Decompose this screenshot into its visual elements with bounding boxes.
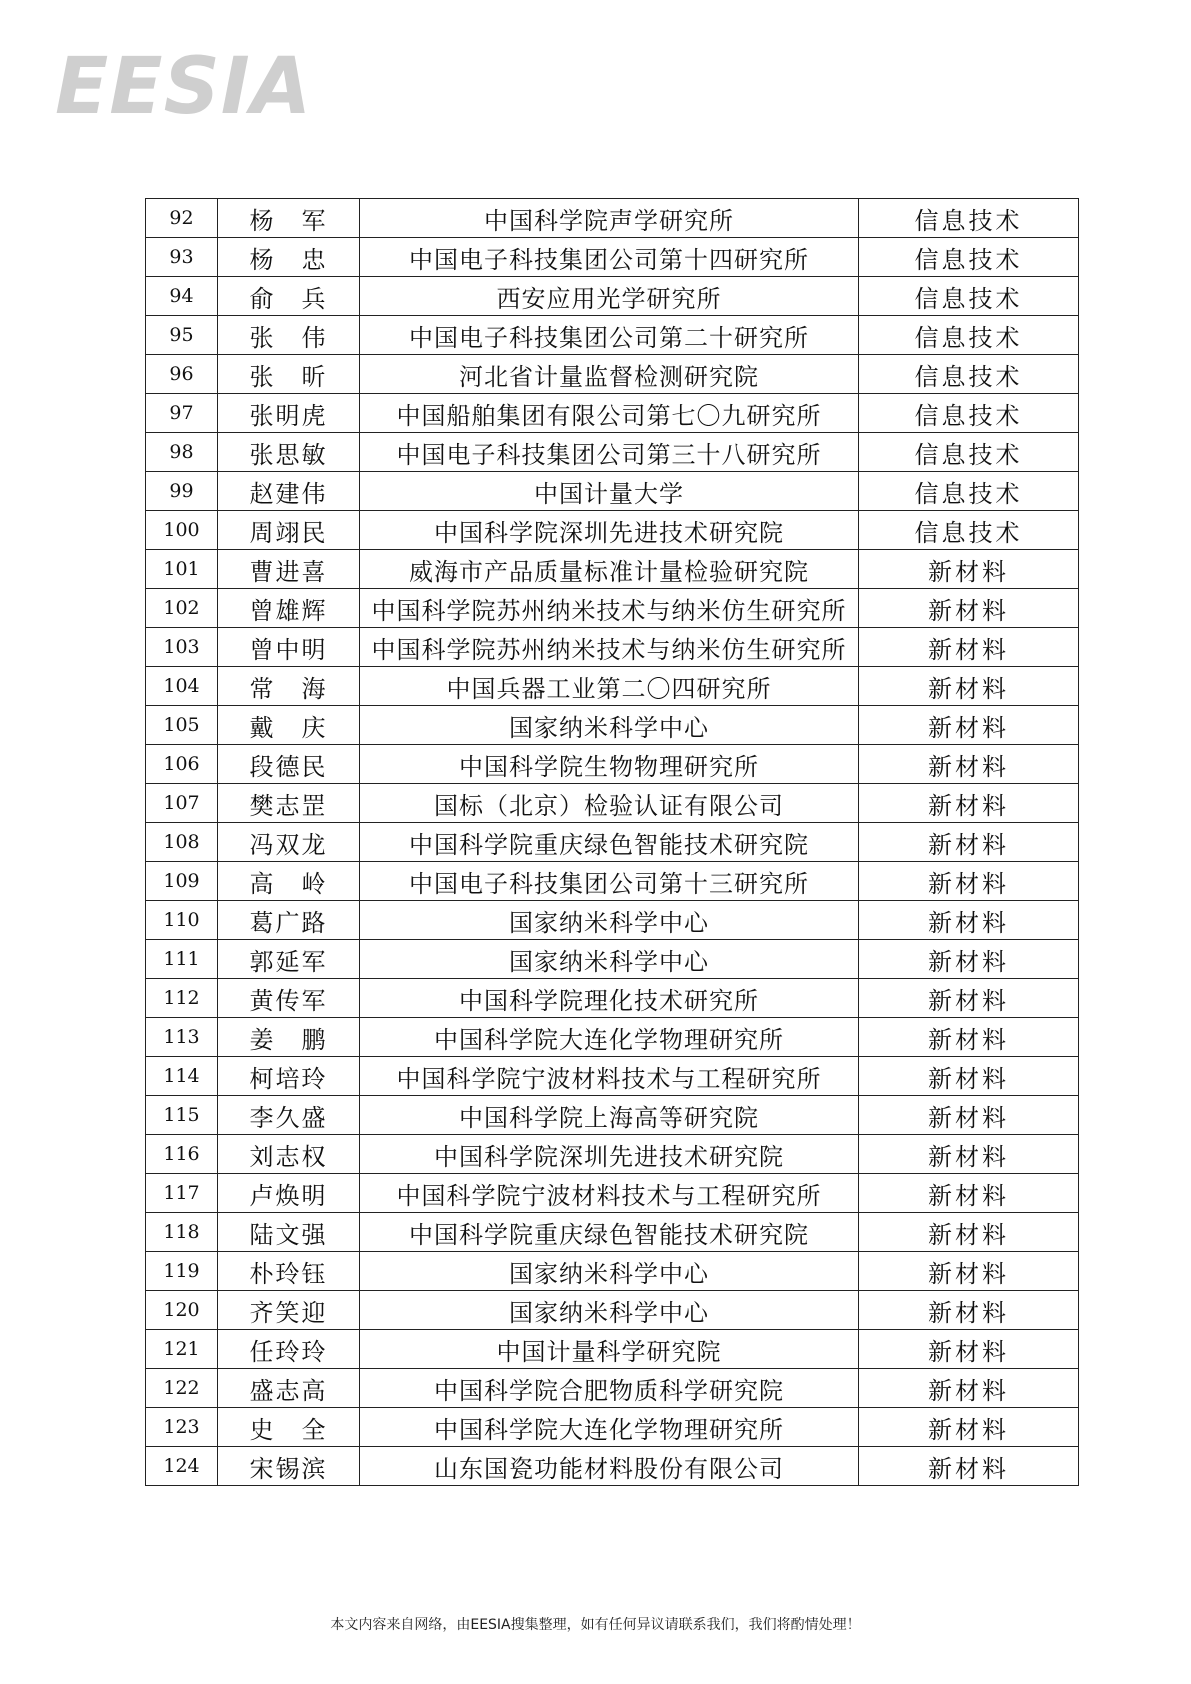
table-row (146, 1252, 1079, 1291)
table-row (146, 1135, 1079, 1174)
field-category: 新材料 (859, 550, 1079, 589)
field-category: 信息技术 (859, 277, 1079, 316)
institution-name: 西安应用光学研究所 (360, 277, 859, 316)
table-row (146, 667, 1079, 706)
institution-name: 中国科学院声学研究所 (360, 199, 859, 238)
table-row (146, 1057, 1079, 1096)
field-category: 新材料 (859, 940, 1079, 979)
expert-name: 刘志权 (218, 1135, 360, 1174)
table-row (146, 1291, 1079, 1330)
institution-name: 中国科学院上海高等研究院 (360, 1096, 859, 1135)
institution-name: 中国电子科技集团公司第十三研究所 (360, 862, 859, 901)
institution-name: 山东国瓷功能材料股份有限公司 (360, 1447, 859, 1486)
table-row (146, 1096, 1079, 1135)
row-number: 95 (146, 316, 218, 355)
institution-name: 中国兵器工业第二〇四研究所 (360, 667, 859, 706)
expert-name: 葛广路 (218, 901, 360, 940)
institution-name: 中国科学院苏州纳米技术与纳米仿生研究所 (360, 589, 859, 628)
expert-name: 常 海 (218, 667, 360, 706)
expert-name: 郭延军 (218, 940, 360, 979)
eesia-logo: EESIA (55, 42, 313, 132)
institution-name: 河北省计量监督检测研究院 (360, 355, 859, 394)
table-row (146, 511, 1079, 550)
table-row (146, 1330, 1079, 1369)
expert-table-body (146, 199, 1079, 1486)
field-category: 新材料 (859, 1330, 1079, 1369)
field-category: 新材料 (859, 823, 1079, 862)
row-number: 102 (146, 589, 218, 628)
expert-name: 任玲玲 (218, 1330, 360, 1369)
table-row (146, 823, 1079, 862)
row-number: 98 (146, 433, 218, 472)
table-row (146, 199, 1079, 238)
row-number: 114 (146, 1057, 218, 1096)
field-category: 新材料 (859, 1369, 1079, 1408)
field-category: 新材料 (859, 1408, 1079, 1447)
institution-name: 中国科学院苏州纳米技术与纳米仿生研究所 (360, 628, 859, 667)
field-category: 新材料 (859, 745, 1079, 784)
table-row (146, 316, 1079, 355)
institution-name: 中国计量科学研究院 (360, 1330, 859, 1369)
institution-name: 中国船舶集团有限公司第七〇九研究所 (360, 394, 859, 433)
field-category: 新材料 (859, 901, 1079, 940)
table-row (146, 550, 1079, 589)
table-row (146, 1018, 1079, 1057)
row-number: 121 (146, 1330, 218, 1369)
row-number: 120 (146, 1291, 218, 1330)
institution-name: 中国科学院重庆绿色智能技术研究院 (360, 1213, 859, 1252)
expert-name: 樊志罡 (218, 784, 360, 823)
row-number: 105 (146, 706, 218, 745)
expert-name: 史 全 (218, 1408, 360, 1447)
expert-name: 段德民 (218, 745, 360, 784)
expert-name: 张明虎 (218, 394, 360, 433)
expert-name: 周翊民 (218, 511, 360, 550)
row-number: 108 (146, 823, 218, 862)
table-row (146, 433, 1079, 472)
row-number: 107 (146, 784, 218, 823)
field-category: 信息技术 (859, 511, 1079, 550)
institution-name: 中国计量大学 (360, 472, 859, 511)
field-category: 新材料 (859, 784, 1079, 823)
field-category: 新材料 (859, 1447, 1079, 1486)
field-category: 新材料 (859, 1252, 1079, 1291)
institution-name: 中国科学院深圳先进技术研究院 (360, 1135, 859, 1174)
institution-name: 中国科学院生物物理研究所 (360, 745, 859, 784)
field-category: 信息技术 (859, 316, 1079, 355)
table-row (146, 238, 1079, 277)
expert-name: 杨 军 (218, 199, 360, 238)
field-category: 新材料 (859, 667, 1079, 706)
field-category: 新材料 (859, 1057, 1079, 1096)
expert-name: 柯培玲 (218, 1057, 360, 1096)
field-category: 新材料 (859, 1018, 1079, 1057)
institution-name: 中国科学院深圳先进技术研究院 (360, 511, 859, 550)
table-row (146, 901, 1079, 940)
table-row (146, 979, 1079, 1018)
expert-name: 齐笑迎 (218, 1291, 360, 1330)
table-row (146, 628, 1079, 667)
expert-name: 戴 庆 (218, 706, 360, 745)
table-row (146, 1174, 1079, 1213)
row-number: 110 (146, 901, 218, 940)
expert-name: 卢焕明 (218, 1174, 360, 1213)
row-number: 124 (146, 1447, 218, 1486)
row-number: 115 (146, 1096, 218, 1135)
institution-name: 中国科学院大连化学物理研究所 (360, 1018, 859, 1057)
field-category: 新材料 (859, 1291, 1079, 1330)
table-row (146, 589, 1079, 628)
expert-table (145, 198, 1079, 1486)
row-number: 92 (146, 199, 218, 238)
expert-name: 李久盛 (218, 1096, 360, 1135)
row-number: 119 (146, 1252, 218, 1291)
institution-name: 威海市产品质量标准计量检验研究院 (360, 550, 859, 589)
table-row (146, 862, 1079, 901)
institution-name: 国家纳米科学中心 (360, 706, 859, 745)
row-number: 94 (146, 277, 218, 316)
expert-name: 张 伟 (218, 316, 360, 355)
field-category: 信息技术 (859, 394, 1079, 433)
row-number: 104 (146, 667, 218, 706)
expert-name: 陆文强 (218, 1213, 360, 1252)
institution-name: 中国电子科技集团公司第三十八研究所 (360, 433, 859, 472)
row-number: 112 (146, 979, 218, 1018)
institution-name: 中国科学院合肥物质科学研究院 (360, 1369, 859, 1408)
table-row (146, 706, 1079, 745)
field-category: 信息技术 (859, 355, 1079, 394)
row-number: 93 (146, 238, 218, 277)
institution-name: 中国科学院大连化学物理研究所 (360, 1408, 859, 1447)
row-number: 106 (146, 745, 218, 784)
expert-name: 曾中明 (218, 628, 360, 667)
table-row (146, 355, 1079, 394)
field-category: 新材料 (859, 1135, 1079, 1174)
institution-name: 国家纳米科学中心 (360, 940, 859, 979)
institution-name: 国标（北京）检验认证有限公司 (360, 784, 859, 823)
table-row (146, 1213, 1079, 1252)
field-category: 新材料 (859, 862, 1079, 901)
table-row (146, 277, 1079, 316)
row-number: 123 (146, 1408, 218, 1447)
expert-name: 曾雄辉 (218, 589, 360, 628)
field-category: 新材料 (859, 706, 1079, 745)
institution-name: 中国电子科技集团公司第十四研究所 (360, 238, 859, 277)
row-number: 118 (146, 1213, 218, 1252)
field-category: 信息技术 (859, 238, 1079, 277)
field-category: 新材料 (859, 1174, 1079, 1213)
table-row (146, 394, 1079, 433)
institution-name: 中国科学院理化技术研究所 (360, 979, 859, 1018)
table-row (146, 940, 1079, 979)
institution-name: 中国科学院宁波材料技术与工程研究所 (360, 1174, 859, 1213)
field-category: 新材料 (859, 1096, 1079, 1135)
institution-name: 国家纳米科学中心 (360, 1291, 859, 1330)
field-category: 信息技术 (859, 472, 1079, 511)
institution-name: 国家纳米科学中心 (360, 901, 859, 940)
row-number: 109 (146, 862, 218, 901)
expert-name: 赵建伟 (218, 472, 360, 511)
row-number: 122 (146, 1369, 218, 1408)
table-row (146, 472, 1079, 511)
table-row (146, 1447, 1079, 1486)
field-category: 新材料 (859, 1213, 1079, 1252)
institution-name: 中国科学院重庆绿色智能技术研究院 (360, 823, 859, 862)
expert-name: 盛志高 (218, 1369, 360, 1408)
expert-name: 杨 忠 (218, 238, 360, 277)
row-number: 101 (146, 550, 218, 589)
institution-name: 国家纳米科学中心 (360, 1252, 859, 1291)
field-category: 新材料 (859, 628, 1079, 667)
footer-notice: 本文内容来自网络，由EESIA搜集整理，如有任何异议请联系我们，我们将酌情处理！ (330, 1617, 861, 1633)
row-number: 117 (146, 1174, 218, 1213)
table-row (146, 745, 1079, 784)
row-number: 97 (146, 394, 218, 433)
institution-name: 中国科学院宁波材料技术与工程研究所 (360, 1057, 859, 1096)
expert-name: 俞 兵 (218, 277, 360, 316)
row-number: 96 (146, 355, 218, 394)
row-number: 111 (146, 940, 218, 979)
row-number: 116 (146, 1135, 218, 1174)
row-number: 100 (146, 511, 218, 550)
expert-name: 高 岭 (218, 862, 360, 901)
row-number: 99 (146, 472, 218, 511)
table-row (146, 1408, 1079, 1447)
expert-name: 宋锡滨 (218, 1447, 360, 1486)
expert-name: 朴玲钰 (218, 1252, 360, 1291)
field-category: 新材料 (859, 979, 1079, 1018)
field-category: 信息技术 (859, 433, 1079, 472)
expert-name: 曹进喜 (218, 550, 360, 589)
row-number: 103 (146, 628, 218, 667)
expert-name: 冯双龙 (218, 823, 360, 862)
expert-name: 黄传军 (218, 979, 360, 1018)
field-category: 新材料 (859, 589, 1079, 628)
expert-name: 张 昕 (218, 355, 360, 394)
institution-name: 中国电子科技集团公司第二十研究所 (360, 316, 859, 355)
table-row (146, 1369, 1079, 1408)
table-row (146, 784, 1079, 823)
field-category: 信息技术 (859, 199, 1079, 238)
expert-name: 姜 鹏 (218, 1018, 360, 1057)
row-number: 113 (146, 1018, 218, 1057)
expert-name: 张思敏 (218, 433, 360, 472)
